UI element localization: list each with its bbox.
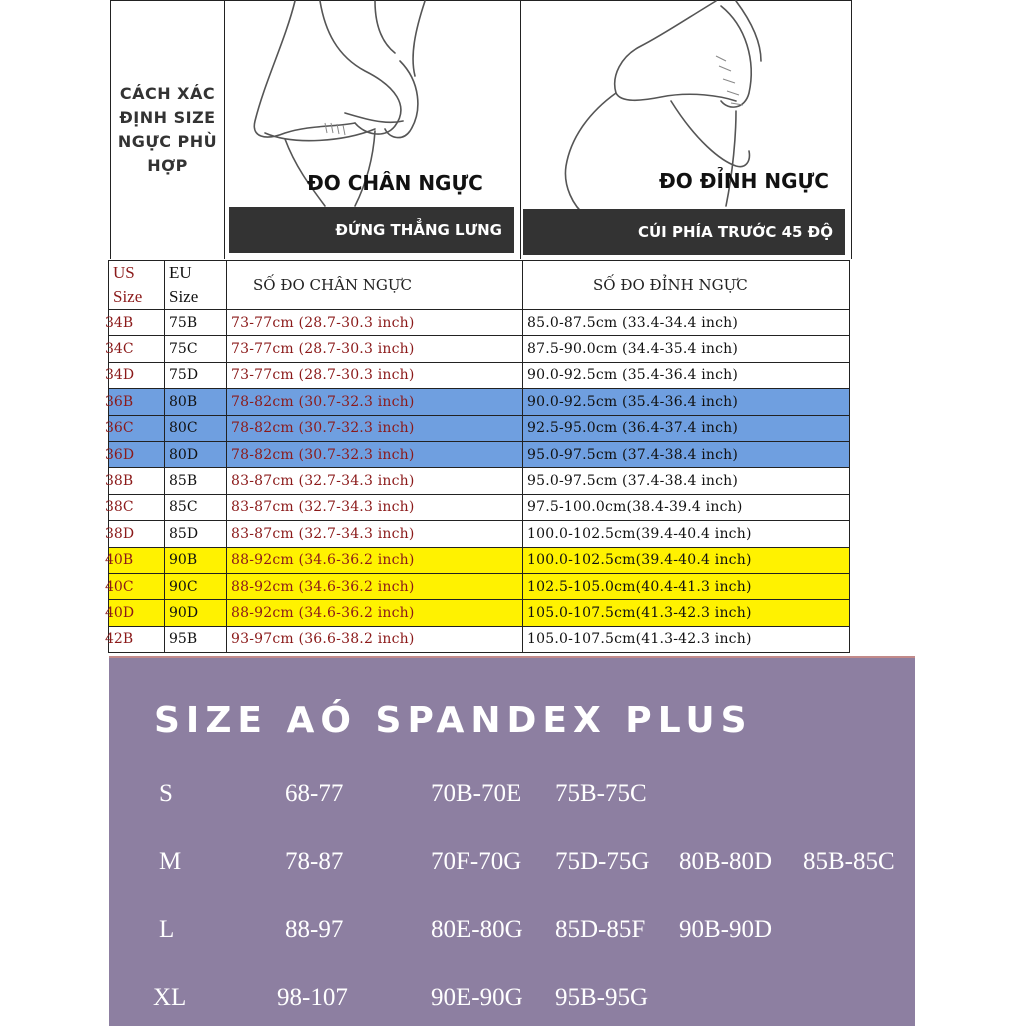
spandex-cup-range: 90E-90G — [431, 984, 523, 1011]
spandex-cup-range: 75B-75C — [555, 780, 647, 807]
us-size-cell: 38B — [109, 468, 165, 494]
table-row — [109, 415, 850, 441]
us-size-cell: 40D — [109, 600, 165, 626]
underbust-cell: 88-92cm (34.6-36.2 inch) — [227, 573, 523, 599]
underbust-cell: 88-92cm (34.6-36.2 inch) — [227, 547, 523, 573]
underbust-title: ĐO CHÂN NGỰC — [307, 171, 483, 195]
underbust-cell: 93-97cm (36.6-38.2 inch) — [227, 626, 523, 652]
us-size-cell: 36C — [109, 415, 165, 441]
eu-size-cell: 85D — [165, 521, 227, 547]
measurement-guide-header — [110, 0, 852, 259]
us-size-cell: 34B — [109, 310, 165, 336]
eu-size-cell: 85C — [165, 494, 227, 520]
spandex-cup-range: 85B-85C — [803, 848, 895, 875]
table-row — [109, 573, 850, 599]
spandex-cup-range: 70B-70E — [431, 780, 522, 807]
bra-size-table — [105, 260, 850, 653]
bust-cell: 100.0-102.5cm(39.4-40.4 inch) — [523, 547, 850, 573]
bust-instruction-bar: CÚI PHÍA TRƯỚC 45 ĐỘ — [523, 209, 845, 255]
us-size-cell: 38D — [109, 521, 165, 547]
guide-label: CÁCH XÁC ĐỊNH SIZE NGỰC PHÙ HỢP — [117, 84, 218, 175]
spandex-cup-range: 80E-80G — [431, 916, 523, 943]
table-row — [109, 547, 850, 573]
underbust-cell: 73-77cm (28.7-30.3 inch) — [227, 362, 523, 388]
bust-cell: 92.5-95.0cm (36.4-37.4 inch) — [523, 415, 850, 441]
us-size-cell: 38C — [109, 494, 165, 520]
bust-title: ĐO ĐỈNH NGỰC — [659, 169, 829, 193]
table-row — [109, 600, 850, 626]
bust-cell: 105.0-107.5cm(41.3-42.3 inch) — [523, 600, 850, 626]
eu-size-cell: 95B — [165, 626, 227, 652]
eu-size-cell: 80C — [165, 415, 227, 441]
spandex-cup-range: 70F-70G — [431, 848, 522, 875]
spandex-cup-range: 85D-85F — [555, 916, 646, 943]
bust-cell: 95.0-97.5cm (37.4-38.4 inch) — [523, 441, 850, 467]
spandex-cup-range: 80B-80D — [679, 848, 773, 875]
table-row — [109, 441, 850, 467]
spandex-range: 68-77 — [285, 780, 344, 807]
underbust-panel — [225, 1, 521, 259]
eu-size-cell: 75B — [165, 310, 227, 336]
bust-cell: 90.0-92.5cm (35.4-36.4 inch) — [523, 362, 850, 388]
spandex-row — [109, 916, 915, 956]
us-size-cell: 40C — [109, 573, 165, 599]
underbust-header: SỐ ĐO CHÂN NGỰC — [227, 261, 523, 310]
spandex-row — [109, 848, 915, 888]
bust-cell: 100.0-102.5cm(39.4-40.4 inch) — [523, 521, 850, 547]
spandex-range: 98-107 — [277, 984, 348, 1011]
spandex-range: 88-97 — [285, 916, 344, 943]
spandex-cup-range: 90B-90D — [679, 916, 773, 943]
eu-size-cell: 85B — [165, 468, 227, 494]
underbust-cell: 78-82cm (30.7-32.3 inch) — [227, 441, 523, 467]
us-size-header: US Size — [109, 261, 165, 310]
spandex-row — [109, 780, 915, 820]
bust-cell: 102.5-105.0cm(40.4-41.3 inch) — [523, 573, 850, 599]
table-row — [109, 310, 850, 336]
table-row — [109, 626, 850, 652]
us-size-cell: 34D — [109, 362, 165, 388]
underbust-cell: 73-77cm (28.7-30.3 inch) — [227, 336, 523, 362]
bust-panel — [521, 1, 851, 259]
us-size-cell: 36D — [109, 441, 165, 467]
spandex-size-section — [109, 656, 915, 1026]
spandex-row — [109, 984, 915, 1024]
bust-cell: 97.5-100.0cm(38.4-39.4 inch) — [523, 494, 850, 520]
table-row — [109, 521, 850, 547]
bust-cell: 87.5-90.0cm (34.4-35.4 inch) — [523, 336, 850, 362]
underbust-instruction-bar: ĐỨNG THẲNG LƯNG — [229, 207, 514, 253]
table-row — [109, 494, 850, 520]
eu-size-cell: 75D — [165, 362, 227, 388]
underbust-cell: 83-87cm (32.7-34.3 inch) — [227, 494, 523, 520]
spandex-size: S — [159, 780, 173, 807]
bust-header: SỐ ĐO ĐỈNH NGỰC — [523, 261, 850, 310]
us-size-cell: 42B — [109, 626, 165, 652]
spandex-size: L — [159, 916, 175, 943]
eu-size-cell: 90C — [165, 573, 227, 599]
underbust-cell: 83-87cm (32.7-34.3 inch) — [227, 521, 523, 547]
eu-size-cell: 75C — [165, 336, 227, 362]
eu-size-cell: 90B — [165, 547, 227, 573]
spandex-size: XL — [153, 984, 187, 1011]
table-row — [109, 336, 850, 362]
underbust-cell: 78-82cm (30.7-32.3 inch) — [227, 389, 523, 415]
table-header-row — [109, 261, 850, 310]
spandex-cup-range: 95B-95G — [555, 984, 649, 1011]
table-row — [109, 468, 850, 494]
us-size-cell: 36B — [109, 389, 165, 415]
spandex-size: M — [159, 848, 182, 875]
table-row — [109, 389, 850, 415]
underbust-cell: 78-82cm (30.7-32.3 inch) — [227, 415, 523, 441]
us-size-cell: 40B — [109, 547, 165, 573]
spandex-title: SIZE AÓ SPANDEX PLUS — [154, 700, 753, 741]
spandex-cup-range: 75D-75G — [555, 848, 650, 875]
guide-label-cell — [111, 1, 225, 259]
underbust-cell: 73-77cm (28.7-30.3 inch) — [227, 310, 523, 336]
bust-cell: 90.0-92.5cm (35.4-36.4 inch) — [523, 389, 850, 415]
eu-size-cell: 80B — [165, 389, 227, 415]
underbust-cell: 83-87cm (32.7-34.3 inch) — [227, 468, 523, 494]
table-row — [109, 362, 850, 388]
spandex-range: 78-87 — [285, 848, 344, 875]
eu-size-header: EU Size — [165, 261, 227, 310]
bust-cell: 95.0-97.5cm (37.4-38.4 inch) — [523, 468, 850, 494]
bust-cell: 85.0-87.5cm (33.4-34.4 inch) — [523, 310, 850, 336]
eu-size-cell: 90D — [165, 600, 227, 626]
bust-cell: 105.0-107.5cm(41.3-42.3 inch) — [523, 626, 850, 652]
eu-size-cell: 80D — [165, 441, 227, 467]
underbust-cell: 88-92cm (34.6-36.2 inch) — [227, 600, 523, 626]
us-size-cell: 34C — [109, 336, 165, 362]
